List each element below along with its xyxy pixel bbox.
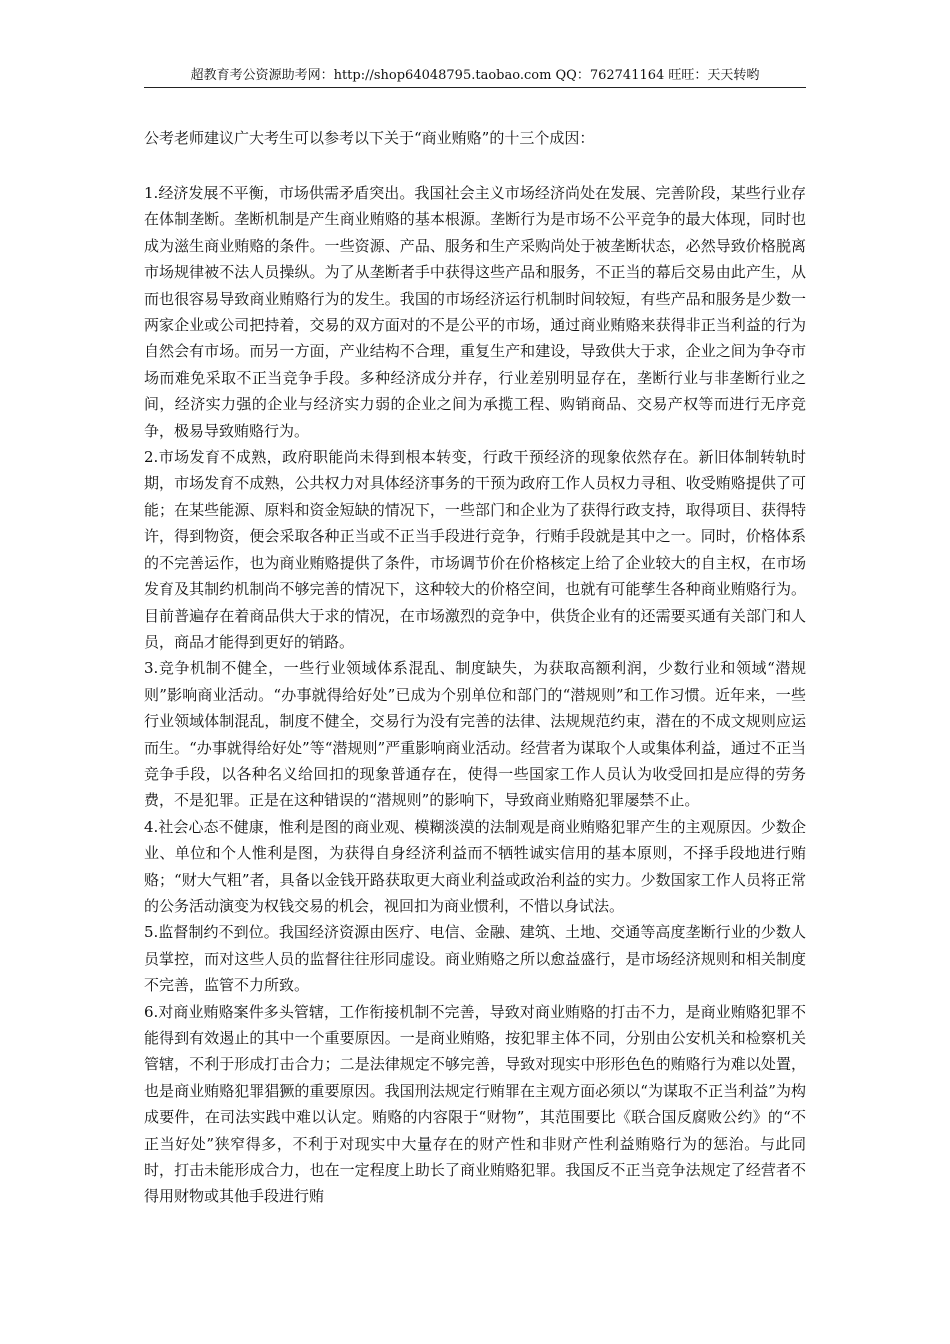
blank-line [144,152,806,180]
header-divider [144,87,806,88]
paragraph-cause-1: 1.经济发展不平衡，市场供需矛盾突出。我国社会主义市场经济尚处在发展、完善阶段，某些行业存在体制垄断。垄断机制是产生商业贿赂的基本根源。垄断行为是市场不公平竞争的最大体现，同时也成为滋生商业贿赂的条件。一些资源、产品、服务和生产采购尚处于被垄断状态，必然导致价格脱离市场规律被不法人员操纵。为了从垄断者手中获得这些产品和服务，不正当的幕后交易由此产生，从而也很容易导致商业贿赂行为的发生。我国的市场经济运行机制时间较短，有些产品和服务是少数一两家企业或公司把持着，交易的双方面对的不是公平的市场，通过商业贿赂来获得非正当利益的行为自然会有市场。而另一方面，产业结构不合理，重复生产和建设，导致供大于求，企业之间为争夺市场而难免采取不正当竞争手段。多种经济成分并存，行业差别明显存在，垄断行业与非垄断行业之间，经济实力强的企业与经济实力弱的企业之间为承揽工程、购销商品、交易产权等而进行无序竞争，极易导致贿赂行为。 [144,184,806,440]
paragraph-cause-5: 5.监督制约不到位。我国经济资源由医疗、电信、金融、建筑、土地、交通等高度垄断行业的少数人员掌控，而对这些人员的监督往往形同虚设。商业贿赂之所以愈益盛行，是市场经济规则和相关制度不完善，监管不力所致。 [144,923,806,995]
paragraph-cause-6: 6.对商业贿赂案件多头管辖，工作衔接机制不完善，导致对商业贿赂的打击不力，是商业贿赂犯罪不能得到有效遏止的其中一个重要原因。一是商业贿赂，按犯罪主体不同，分别由公安机关和检察机关管辖，不利于形成打击合力；二是法律规定不够完善，导致对现实中形形色色的贿赂行为难以处置，也是商业贿赂犯罪猖獗的重要原因。我国刑法规定行贿罪在主观方面必须以“为谋取不正当利益”为构成要件，在司法实践中难以认定。贿赂的内容限于“财物”，其范围要比《联合国反腐败公约》的“不正当好处”狭窄得多，不利于对现实中大量存在的财产性和非财产性利益贿赂行为的惩治。与此同时，打击未能形成合力，也在一定程度上助长了商业贿赂犯罪。我国反不正当竞争法规定了经营者不得用财物或其他手段进行贿 [144,1002,806,1206]
page-header: 超教育考公资源助考网：http://shop64048795.taobao.com QQ：762741164 旺旺：天天转哟 [190,68,760,83]
intro-line: 公考老师建议广大考生可以参考以下关于“商业贿赂”的十三个成因： [144,129,595,147]
paragraph-cause-2: 2.市场发育不成熟，政府职能尚未得到根本转变，行政干预经济的现象依然存在。新旧体制转轨时期，市场发育不成熟，公共权力对具体经济事务的干预为政府工作人员权力寻租、收受贿赂提供了可能；在某些能源、原料和资金短缺的情况下，一些部门和企业为了获得行政支持，取得项目、获得特许，得到物资，便会采取各种正当或不正当手段进行竞争，行贿手段就是其中之一。同时，价格体系的不完善运作，也为商业贿赂提供了条件，市场调节价在价格核定上给了企业较大的自主权，在市场发育及其制约机制尚不够完善的情况下，这种较大的价格空间，也就有可能孳生各种商业贿赂行为。目前普遍存在着商品供大于求的情况，在市场激烈的竞争中，供货企业有的还需要买通有关部门和人员，商品才能得到更好的销路。 [144,448,806,651]
document-body [144,124,806,1210]
paragraph-cause-3: 3.竞争机制不健全，一些行业领域体系混乱、制度缺失，为获取高额利润，少数行业和领域“潜规则”影响商业活动。“办事就得给好处”已成为个别单位和部门的“潜规则”和工作习惯。近年来，一些行业领域体制混乱，制度不健全，交易行为没有完善的法律、法规规范约束，潜在的不成文规则应运而生。“办事就得给好处”等“潜规则”严重影响商业活动。经营者为谋取个人或集体利益，通过不正当竞争手段，以各种名义给回扣的现象普通存在，使得一些国家工作人员认为收受回扣是应得的劳务费，不是犯罪。正是在这种错误的“潜规则”的影响下，导致商业贿赂犯罪屡禁不止。 [144,659,806,810]
paragraph-cause-4: 4.社会心态不健康，惟利是图的商业观、模糊淡漠的法制观是商业贿赂犯罪产生的主观原因。少数企业、单位和个人惟利是图，为获得自身经济利益而不牺牲诚实信用的基本原则，不择手段地进行贿赂；“财大气粗”者，具备以金钱开路获取更大商业利益或政治利益的实力。少数国家工作人员将正常的公务活动演变为权钱交易的机会，视回扣为商业惯利，不惜以身试法。 [144,817,806,915]
